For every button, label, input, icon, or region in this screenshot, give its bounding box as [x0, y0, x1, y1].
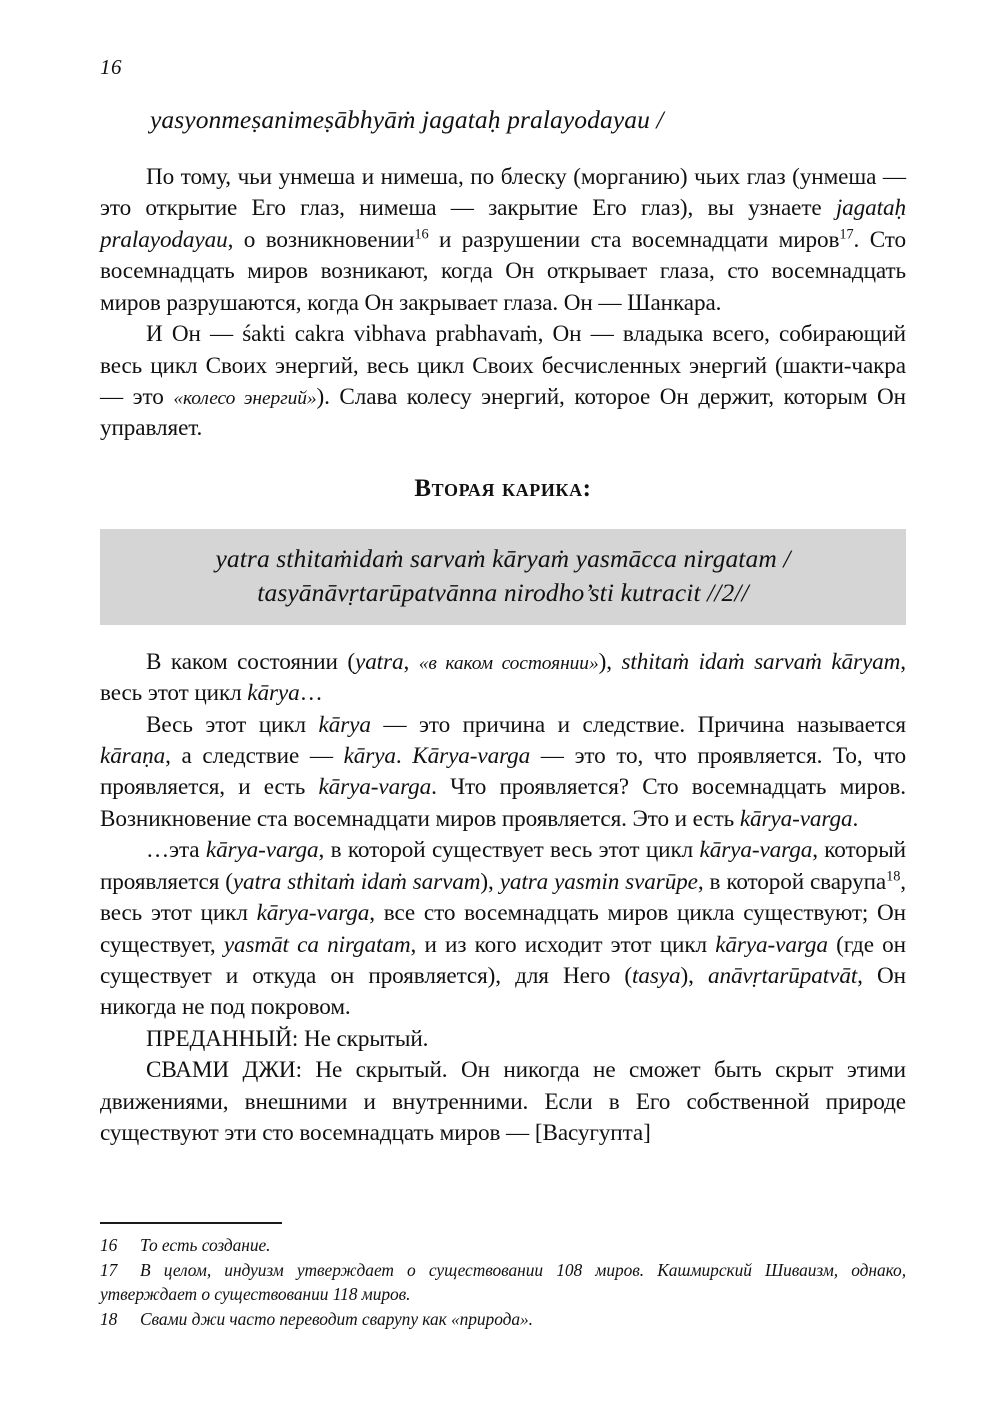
paragraph-3: В каком состоянии (yatra, «в каком состоянии»), sthitaṁ idaṁ sarvaṁ kāryam, весь этот цикл kārya… [100, 648, 906, 707]
footnote-separator-rule [100, 1222, 282, 1224]
paragraph-6-devotee: ПРЕДАННЫЙ: Не скрытый. [146, 1025, 429, 1052]
section-heading: Вторая карика: [414, 474, 592, 502]
paragraph-1: По тому, чьи унмеша и нимеша, по блеску (морганию) чьих глаз (унмеша — это открытие Его глаз, нимеша — закрытие Его глаз), вы узнаете jagataḥ pralayodayau, о возникновении$^{16}$ и разрушении ста восемнадцати миров$^{17}$. Сто восемнадцать миров возникают, когда Он открывает глаза, сто восемнадцать миров разрушаются, когда Он закрывает глаза. Он — Шанкара. [100, 163, 906, 316]
footnote-18-number: 18 [100, 1309, 118, 1330]
paragraph-7-swami-ji: СВАМИ ДЖИ: Не скрытый. Он никогда не сможет быть скрыт этими движениями, внешними и внутренними. Если в Его собственной природе существуют эти сто восемнадцать миров — [Васугупта] [100, 1057, 906, 1147]
paragraph-2: И Он — śakti cakra vibhava prabhavaṁ, Он — владыка всего, собирающий весь цикл Своих энергий, весь цикл Своих бесчисленных энергий (шакти-чакра — это «колесо энергий»). Слава колесу энергий, которое Он держит, которым Он управляет. [100, 321, 906, 442]
footnote-18 [100, 1307, 906, 1332]
karika-line-1: yatra sthitaṁidaṁ sarvaṁ kāryaṁ yasmācca nirgatam / [215, 543, 791, 573]
karika-line-2: tasyānāvṛtarūpatvānna nirodho’sti kutracit //2// [257, 577, 749, 607]
footnote-17-number: 17 [100, 1259, 118, 1280]
text-column [100, 104, 906, 1150]
footnote-16 [100, 1233, 906, 1258]
sanskrit-verse-line: yasyonmeṣanimeṣābhyāṁ jagataḥ pralayodayau / [150, 105, 664, 134]
karika-verse-box [100, 529, 906, 625]
footnote-16-number: 16 [100, 1235, 118, 1255]
footnote-18-text: Свами джи часто переводит сварупу как «природа». [140, 1309, 533, 1330]
paragraph-5: …эта kārya-varga, в которой существует весь этот цикл kārya-varga, который проявляется (yatra sthitaṁ idaṁ sarvam), yatra yasmin svarūpe, в которой сварупа$^{18}$, весь этот цикл kārya-varga, все сто восемнадцать миров цикла существуют; Он существует, yasmāt ca nirgatam, и из кого исходит этот цикл kārya-varga (где он существует и откуда он проявляется), для Него (tasya), anāvṛtarūpatvāt, Он никогда не под покровом. [100, 837, 906, 1021]
page-number: 16 [100, 55, 122, 79]
paragraph-4: Весь этот цикл kārya — это причина и следствие. Причина называется kāraṇa, а следствие — kārya. Kārya-varga — это то, что проявляется. То, что проявляется, и есть kārya-varga. Что проявляется? Сто восемнадцать миров. Возникновение ста восемнадцати миров проявляется. Это и есть kārya-varga. [100, 711, 906, 832]
footnote-17 [100, 1258, 906, 1307]
footnote-17-text: В целом, индуизм утверждает о существовании 108 миров. Кашмирский Шиваизм, однако, утверждает о существовании 118 миров. [100, 1259, 906, 1305]
footnote-area [100, 1222, 906, 1332]
footnote-16-text: То есть создание. [140, 1235, 271, 1255]
